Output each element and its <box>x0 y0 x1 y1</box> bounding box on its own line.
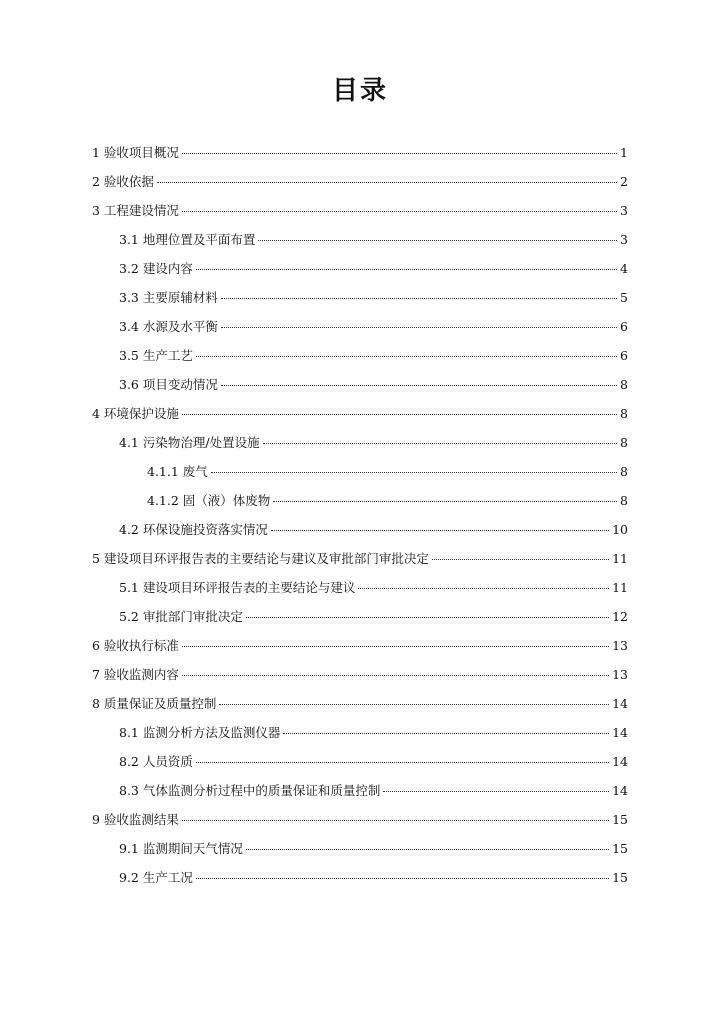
toc-entry-3-6[interactable] <box>119 374 628 396</box>
toc-page-number: 4 <box>620 261 628 276</box>
toc-entry-label: 9.2 生产工况 <box>119 870 193 885</box>
dot-leader <box>196 269 617 270</box>
dot-leader <box>273 501 617 502</box>
toc-title: 目录 <box>331 76 388 106</box>
toc-page-number: 1 <box>620 145 628 160</box>
toc-entry-5[interactable] <box>92 548 628 570</box>
dot-leader <box>182 211 617 212</box>
toc-entry-label: 4.1.1 废气 <box>147 464 208 479</box>
toc-entry-label: 4 环境保护设施 <box>92 406 179 421</box>
dot-leader <box>258 240 617 241</box>
toc-entry-label: 8.2 人员资质 <box>119 754 193 769</box>
dot-leader <box>246 849 609 850</box>
toc-entry-label: 1 验收项目概况 <box>92 145 179 160</box>
toc-page-number: 8 <box>620 435 628 450</box>
dot-leader <box>182 646 609 647</box>
toc-entry-8[interactable] <box>92 693 628 715</box>
toc-entry-8-3[interactable] <box>119 780 628 802</box>
toc-entry-label: 3.5 生产工艺 <box>119 348 193 363</box>
toc-entry-label: 5.2 审批部门审批决定 <box>119 609 243 624</box>
dot-leader <box>246 617 609 618</box>
toc-entry-6[interactable] <box>92 635 628 657</box>
toc-entry-label: 4.2 环保设施投资落实情况 <box>119 522 268 537</box>
toc-entry-label: 3.4 水源及水平衡 <box>119 319 218 334</box>
toc-page-number: 10 <box>612 522 628 537</box>
dot-leader <box>358 588 609 589</box>
toc-entry-4-1-1[interactable] <box>147 461 628 483</box>
toc-entry-label: 8.1 监测分析方法及监测仪器 <box>119 725 281 740</box>
toc-entry-9-2[interactable] <box>119 867 628 889</box>
toc-entry-label: 8.3 气体监测分析过程中的质量保证和质量控制 <box>119 783 381 798</box>
toc-entry-label: 5.1 建设项目环评报告表的主要结论与建议 <box>119 580 356 595</box>
toc-entry-label: 7 验收监测内容 <box>92 667 179 682</box>
dot-leader <box>221 298 617 299</box>
toc-entry-7[interactable] <box>92 664 628 686</box>
dot-leader <box>157 182 617 183</box>
dot-leader <box>221 327 617 328</box>
toc-page-number: 2 <box>620 174 628 189</box>
dot-leader <box>219 704 609 705</box>
toc-page-number: 14 <box>612 754 628 769</box>
toc-entry-3[interactable] <box>92 200 628 222</box>
toc-entry-3-5[interactable] <box>119 345 628 367</box>
toc-entry-label: 4.1.2 固（液）体废物 <box>147 493 271 508</box>
toc-page-number: 12 <box>612 609 628 624</box>
toc-page-number: 14 <box>612 783 628 798</box>
dot-leader <box>196 762 609 763</box>
toc-entry-label: 8 质量保证及质量控制 <box>92 696 217 711</box>
toc-page-number: 8 <box>620 493 628 508</box>
dot-leader <box>196 878 609 879</box>
toc-entry-8-2[interactable] <box>119 751 628 773</box>
toc-entry-3-2[interactable] <box>119 258 628 280</box>
toc-page-number: 13 <box>612 667 628 682</box>
toc-page-number: 8 <box>620 406 628 421</box>
dot-leader <box>263 443 617 444</box>
toc-entry-label: 4.1 污染物治理/处置设施 <box>119 435 260 450</box>
toc-entry-label: 3.2 建设内容 <box>119 261 193 276</box>
toc-page-number: 3 <box>620 203 628 218</box>
toc-entry-2[interactable] <box>92 171 628 193</box>
toc-entry-3-1[interactable] <box>119 229 628 251</box>
toc-page-number: 14 <box>612 725 628 740</box>
toc-entry-label: 9 验收监测结果 <box>92 812 179 827</box>
toc-entry-5-1[interactable] <box>119 577 628 599</box>
toc-entry-3-4[interactable] <box>119 316 628 338</box>
toc-entry-5-2[interactable] <box>119 606 628 628</box>
dot-leader <box>432 559 609 560</box>
dot-leader <box>182 414 617 415</box>
dot-leader <box>211 472 617 473</box>
toc-page-number: 14 <box>612 696 628 711</box>
toc-entry-label: 3.6 项目变动情况 <box>119 377 218 392</box>
toc-page-number: 15 <box>612 841 628 856</box>
toc-page-number: 15 <box>612 870 628 885</box>
toc-page-number: 8 <box>620 464 628 479</box>
toc-entry-4-1-2[interactable] <box>147 490 628 512</box>
toc-page-number: 15 <box>612 812 628 827</box>
dot-leader <box>182 820 609 821</box>
dot-leader <box>283 733 609 734</box>
toc-entry-1[interactable] <box>92 142 628 164</box>
dot-leader <box>383 791 609 792</box>
toc-entry-label: 3.1 地理位置及平面布置 <box>119 232 256 247</box>
toc-page-number: 8 <box>620 377 628 392</box>
dot-leader <box>182 675 609 676</box>
dot-leader <box>271 530 609 531</box>
toc-entry-4-1[interactable] <box>119 432 628 454</box>
dot-leader <box>182 153 617 154</box>
dot-leader <box>221 385 617 386</box>
toc-page-number: 5 <box>620 290 628 305</box>
dot-leader <box>196 356 617 357</box>
toc-entry-9-1[interactable] <box>119 838 628 860</box>
toc-entry-9[interactable] <box>92 809 628 831</box>
toc-page-number: 6 <box>620 348 628 363</box>
toc-entry-label: 2 验收依据 <box>92 174 154 189</box>
toc-page-number: 3 <box>620 232 628 247</box>
toc-entry-label: 3.3 主要原辅材料 <box>119 290 218 305</box>
toc-entry-label: 6 验收执行标准 <box>92 638 179 653</box>
toc-page-number: 11 <box>612 551 628 566</box>
toc-page-number: 6 <box>620 319 628 334</box>
toc-entry-label: 3 工程建设情况 <box>92 203 179 218</box>
toc-page-number: 11 <box>612 580 628 595</box>
toc-entry-8-1[interactable] <box>119 722 628 744</box>
toc-entry-label: 5 建设项目环评报告表的主要结论与建议及审批部门审批决定 <box>92 551 429 566</box>
toc-entry-3-3[interactable] <box>119 287 628 309</box>
toc-entry-label: 9.1 监测期间天气情况 <box>119 841 243 856</box>
toc-entry-4[interactable] <box>92 403 628 425</box>
toc-page-number: 13 <box>612 638 628 653</box>
toc-entry-4-2[interactable] <box>119 519 628 541</box>
